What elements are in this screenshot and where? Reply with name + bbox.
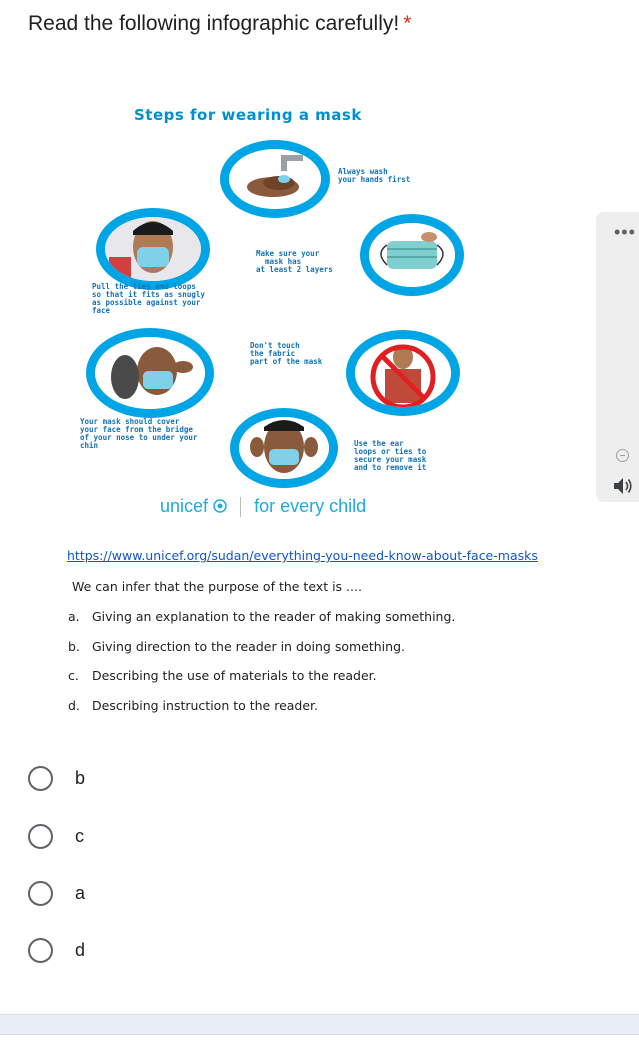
mask-icon bbox=[369, 223, 455, 287]
person-mask-icon bbox=[95, 337, 205, 409]
option-b bbox=[68, 639, 405, 654]
infographic-title: Steps for wearing a mask bbox=[134, 106, 362, 124]
radio-button[interactable] bbox=[28, 824, 53, 849]
step-1-text: Always wash your hands first bbox=[338, 167, 411, 184]
option-letter: d. bbox=[68, 698, 80, 713]
question-prompt: We can infer that the purpose of the text is .... bbox=[72, 579, 362, 594]
option-letter: c. bbox=[68, 668, 79, 683]
option-letter: b. bbox=[68, 639, 80, 654]
step-2-text: Make sure your mask has at least 2 layers bbox=[256, 249, 333, 274]
unicef-tagline: for every child bbox=[254, 496, 367, 516]
question-title bbox=[28, 12, 411, 36]
source-link[interactable]: https://www.unicef.org/sudan/everything-you-need-know-about-face-masks bbox=[67, 548, 538, 563]
more-horizontal-icon[interactable]: ••• bbox=[614, 222, 636, 242]
infographic-image bbox=[70, 90, 490, 530]
next-question-card bbox=[0, 1034, 639, 1047]
radio-label: d bbox=[75, 939, 86, 960]
option-text: Describing the use of materials to the reader. bbox=[92, 668, 377, 683]
required-marker: * bbox=[403, 12, 412, 35]
logo-divider bbox=[240, 497, 241, 517]
section-divider bbox=[0, 1014, 639, 1034]
radio-choice-c[interactable] bbox=[28, 822, 84, 850]
ear-loops-illustration bbox=[230, 408, 338, 488]
radio-button[interactable] bbox=[28, 881, 53, 906]
unicef-brand: unicef bbox=[160, 496, 209, 516]
radio-button[interactable] bbox=[28, 938, 53, 963]
pull-ties-illustration bbox=[96, 208, 210, 290]
radio-label: c bbox=[75, 825, 84, 846]
dont-touch-illustration bbox=[346, 330, 460, 416]
globe-icon bbox=[213, 499, 227, 513]
question-text: Read the following infographic carefully! bbox=[28, 12, 400, 35]
option-d bbox=[68, 698, 318, 713]
mask-layers-illustration bbox=[360, 214, 464, 296]
radio-choice-d[interactable] bbox=[28, 936, 85, 964]
option-c bbox=[68, 668, 377, 683]
speaker-icon[interactable] bbox=[612, 476, 634, 496]
unicef-logo bbox=[160, 496, 366, 517]
collapse-icon[interactable] bbox=[616, 449, 629, 462]
prohibited-icon bbox=[355, 339, 451, 407]
ear-loop-icon bbox=[239, 417, 329, 479]
radio-label: b bbox=[75, 767, 86, 788]
radio-button[interactable] bbox=[28, 766, 53, 791]
radio-choice-a[interactable] bbox=[28, 879, 85, 907]
option-letter: a. bbox=[68, 609, 80, 624]
option-text: Giving direction to the reader in doing something. bbox=[92, 639, 405, 654]
step-4-text: Don't touch the fabric part of the mask bbox=[250, 341, 323, 366]
cover-face-illustration bbox=[86, 328, 214, 418]
option-a bbox=[68, 609, 455, 624]
step-5-text: Your mask should cover your face from the bridge of your nose to under your chin bbox=[80, 417, 198, 450]
step-3-text: Pull the ties and loops so that it fits as snugly as possible against your face bbox=[92, 282, 205, 315]
hands-icon bbox=[229, 149, 321, 209]
step-6-text: Use the ear loops or ties to secure your mask and to remove it bbox=[354, 439, 427, 472]
radio-choice-b[interactable] bbox=[28, 764, 85, 792]
radio-label: a bbox=[75, 882, 86, 903]
wash-hands-illustration bbox=[220, 140, 330, 218]
option-text: Giving an explanation to the reader of making something. bbox=[92, 609, 456, 624]
option-text: Describing instruction to the reader. bbox=[92, 698, 319, 713]
face-mask-icon bbox=[105, 217, 201, 281]
